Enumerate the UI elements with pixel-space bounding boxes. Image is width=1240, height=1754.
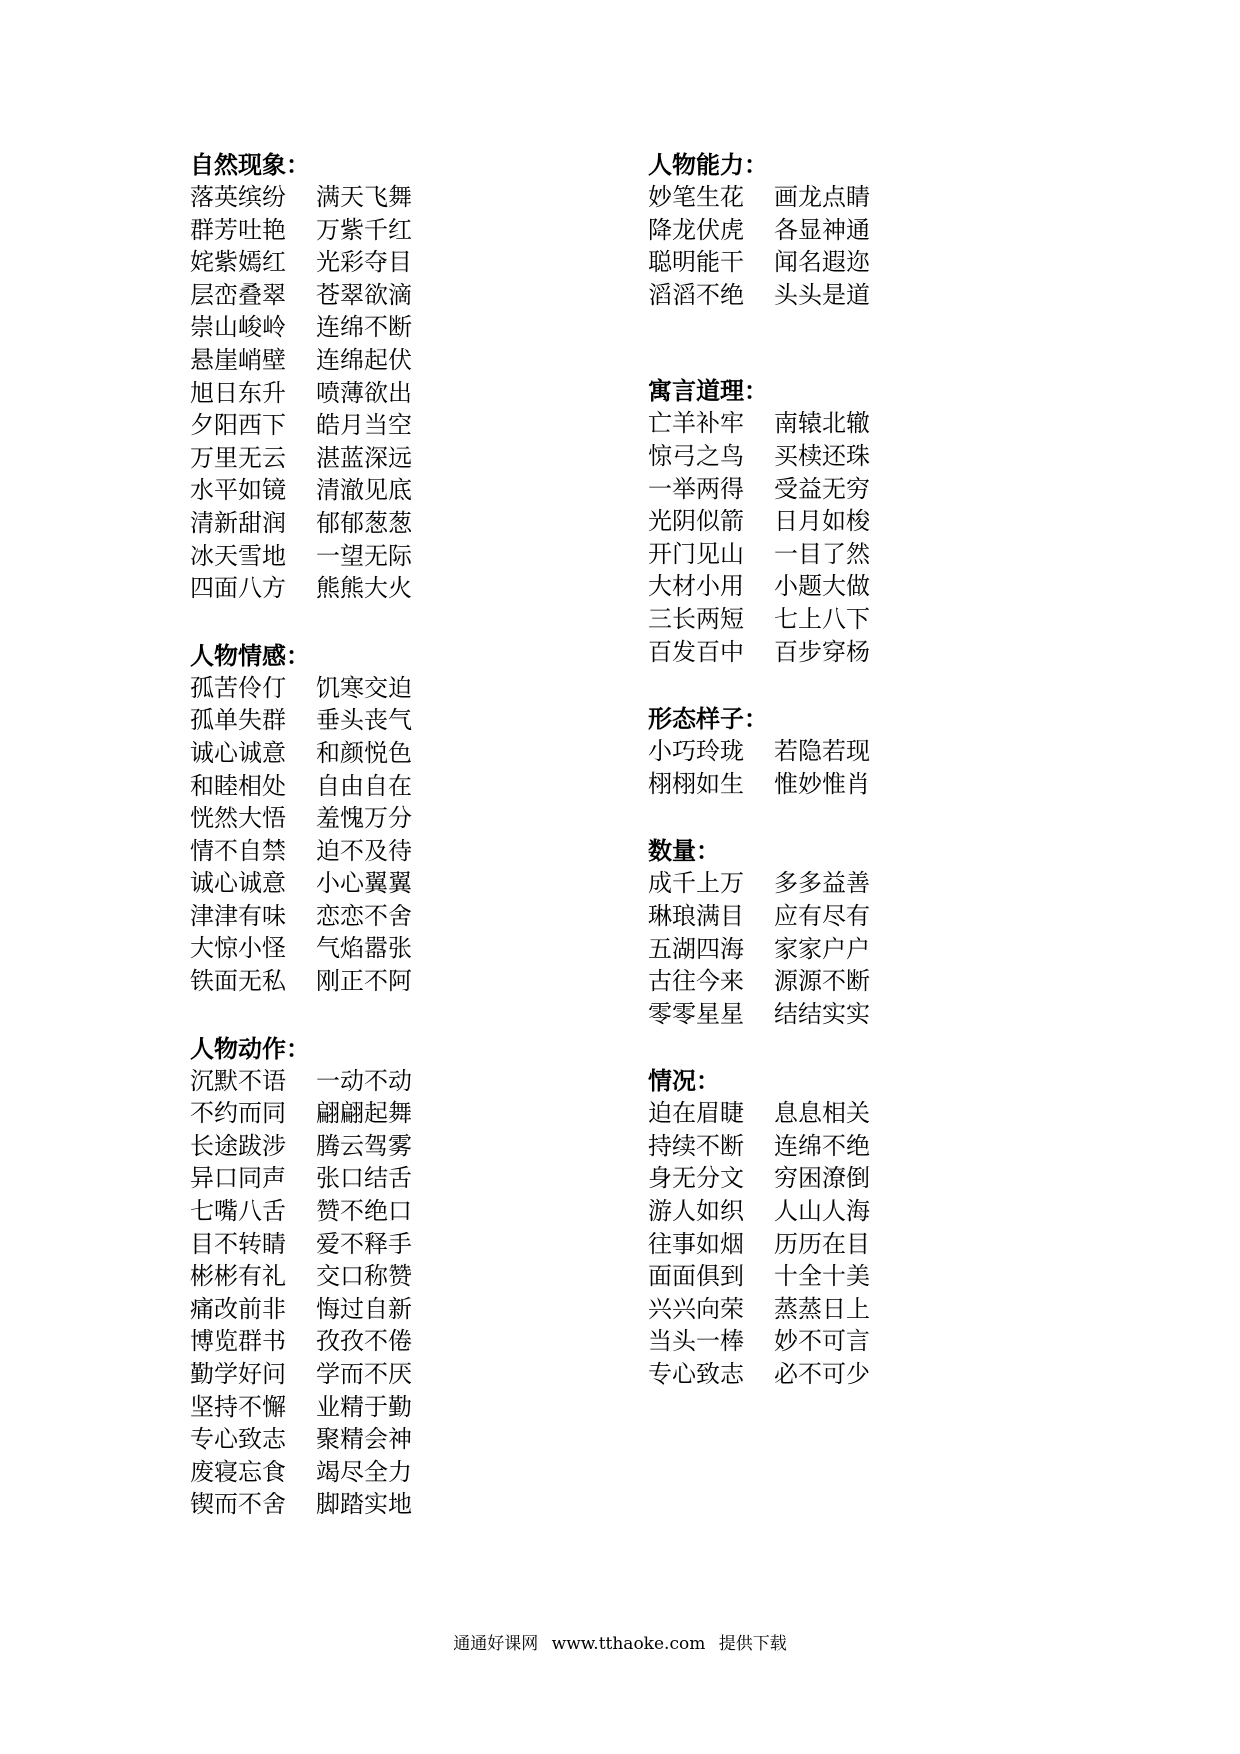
idiom-term: 开门见山 — [648, 539, 744, 568]
page-footer — [0, 1632, 1240, 1656]
idiom-term: 郁郁葱葱 — [316, 508, 412, 537]
idiom-term: 津津有味 — [190, 901, 286, 930]
idiom-row — [190, 1358, 412, 1391]
idiom-term: 连绵不绝 — [774, 1131, 870, 1160]
idiom-term: 清澈见底 — [316, 476, 412, 505]
idiom-term: 小巧玲珑 — [648, 737, 744, 766]
idiom-term: 赞不绝口 — [316, 1197, 412, 1226]
idiom-term: 七上八下 — [774, 604, 870, 633]
idiom-term: 若隐若现 — [774, 737, 870, 766]
idiom-row — [190, 900, 412, 933]
idiom-term: 多多益善 — [774, 869, 870, 898]
footer-site-name: 通通好课网 — [453, 1634, 539, 1654]
footer-suffix: 提供下载 — [718, 1634, 787, 1654]
idiom-term: 爱不释手 — [316, 1229, 412, 1258]
idiom-term: 锲而不舍 — [190, 1490, 286, 1519]
idiom-term: 连绵不断 — [316, 313, 412, 342]
idiom-row — [648, 246, 870, 279]
idiom-row — [190, 1162, 412, 1195]
idiom-term: 旭日东升 — [190, 378, 286, 407]
idiom-term: 蒸蒸日上 — [774, 1294, 870, 1323]
idiom-term: 刚正不阿 — [316, 967, 412, 996]
idiom-term: 十全十美 — [774, 1262, 870, 1291]
idiom-row — [190, 965, 412, 998]
idiom-row — [190, 540, 412, 573]
idiom-row — [190, 1260, 412, 1293]
idiom-term: 家家户户 — [774, 934, 870, 963]
idiom-row — [190, 279, 412, 312]
idiom-row — [648, 570, 870, 603]
idiom-term: 冰天雪地 — [190, 541, 286, 570]
idiom-term: 结结实实 — [774, 999, 870, 1028]
idiom-row — [648, 214, 870, 247]
idiom-term: 迫不及待 — [316, 836, 412, 865]
idiom-row — [190, 474, 412, 507]
idiom-row — [648, 1260, 870, 1293]
idiom-row — [190, 672, 412, 705]
idiom-term: 栩栩如生 — [648, 769, 744, 798]
idiom-term: 一目了然 — [774, 539, 870, 568]
idiom-term: 学而不厌 — [316, 1360, 412, 1388]
idiom-row — [190, 311, 412, 344]
idiom-row — [190, 1391, 412, 1424]
idiom-term: 勤学好问 — [190, 1360, 286, 1388]
idiom-row — [190, 1456, 412, 1489]
idiom-term: 湛蓝深远 — [316, 443, 412, 472]
idiom-term: 古往今来 — [648, 967, 744, 996]
idiom-term: 彬彬有礼 — [190, 1262, 286, 1291]
idiom-term: 自由自在 — [316, 771, 412, 800]
idiom-term: 专心致志 — [648, 1360, 744, 1389]
idiom-term: 情不自禁 — [190, 836, 286, 865]
idiom-row — [648, 768, 870, 801]
idiom-term: 夕阳西下 — [190, 411, 286, 440]
section-heading: 人物情感： — [190, 641, 310, 670]
idiom-term: 聪明能干 — [648, 248, 744, 277]
idiom-term: 诚心诚意 — [190, 738, 286, 767]
idiom-section — [648, 1065, 870, 1390]
idiom-term: 光彩夺目 — [316, 248, 412, 277]
idiom-term: 垂头丧气 — [316, 706, 412, 735]
idiom-term: 应有尽有 — [774, 901, 870, 930]
section-heading: 寓言道理： — [648, 377, 768, 406]
idiom-row — [648, 1097, 870, 1130]
idiom-row — [190, 409, 412, 442]
idiom-term: 万紫千红 — [316, 215, 412, 244]
idiom-term: 日月如梭 — [774, 507, 870, 536]
idiom-term: 南辕北辙 — [774, 409, 870, 438]
idiom-term: 水平如镜 — [190, 476, 286, 505]
idiom-row — [190, 802, 412, 835]
idiom-term: 妙笔生花 — [648, 183, 744, 211]
section-heading: 情况： — [648, 1067, 720, 1096]
footer-url: www.tthaoke.com — [551, 1634, 706, 1654]
idiom-section — [648, 703, 870, 800]
idiom-term: 坚持不懈 — [190, 1392, 286, 1421]
idiom-term: 清新甜润 — [190, 508, 286, 537]
idiom-term: 琳琅满目 — [648, 901, 744, 930]
idiom-term: 熊熊大火 — [316, 574, 412, 603]
idiom-row — [648, 1358, 870, 1391]
idiom-row — [190, 704, 412, 737]
idiom-term: 满天飞舞 — [316, 183, 412, 211]
idiom-term: 苍翠欲滴 — [316, 280, 412, 309]
idiom-row — [190, 1097, 412, 1130]
idiom-term: 业精于勤 — [316, 1392, 412, 1421]
idiom-term: 铁面无私 — [190, 967, 286, 996]
idiom-section — [648, 149, 870, 311]
idiom-row — [190, 246, 412, 279]
idiom-row — [190, 1130, 412, 1163]
section-heading: 人物能力： — [648, 151, 768, 179]
idiom-term: 恍然大悟 — [190, 804, 286, 833]
idiom-term: 悔过自新 — [316, 1294, 412, 1323]
idiom-term: 废寝忘食 — [190, 1457, 286, 1486]
idiom-row — [190, 181, 412, 214]
idiom-term: 和颜悦色 — [316, 738, 412, 767]
idiom-row — [190, 344, 412, 377]
idiom-row — [190, 1293, 412, 1326]
idiom-row — [190, 835, 412, 868]
idiom-term: 层峦叠翠 — [190, 280, 286, 309]
section-heading: 形态样子： — [648, 705, 768, 734]
idiom-row — [648, 407, 870, 440]
idiom-row — [190, 507, 412, 540]
idiom-term: 目不转睛 — [190, 1229, 286, 1258]
idiom-term: 一动不动 — [316, 1066, 412, 1095]
idiom-row — [190, 737, 412, 770]
idiom-term: 惊弓之鸟 — [648, 441, 744, 470]
idiom-term: 聚精会神 — [316, 1425, 412, 1454]
idiom-term: 往事如烟 — [648, 1229, 744, 1258]
idiom-term: 羞愧万分 — [316, 804, 412, 833]
idiom-row — [648, 473, 870, 506]
idiom-term: 张口结舌 — [316, 1164, 412, 1193]
idiom-term: 小心翼翼 — [316, 869, 412, 898]
idiom-row — [190, 932, 412, 965]
idiom-term: 必不可少 — [774, 1360, 870, 1389]
idiom-row — [648, 1162, 870, 1195]
idiom-row — [648, 538, 870, 571]
idiom-term: 百发百中 — [648, 637, 744, 666]
idiom-section — [190, 1033, 412, 1521]
idiom-term: 孜孜不倦 — [316, 1327, 412, 1356]
idiom-term: 妙不可言 — [774, 1327, 870, 1356]
idiom-row — [190, 214, 412, 247]
idiom-row — [190, 1488, 412, 1521]
idiom-term: 悬崖峭壁 — [190, 345, 286, 374]
idiom-term: 脚踏实地 — [316, 1490, 412, 1519]
idiom-term: 三长两短 — [648, 604, 744, 633]
idiom-term: 大材小用 — [648, 572, 744, 601]
section-heading: 数量： — [648, 837, 720, 866]
idiom-term: 受益无穷 — [774, 474, 870, 503]
idiom-term: 滔滔不绝 — [648, 280, 744, 309]
idiom-row — [648, 1228, 870, 1261]
idiom-term: 买椟还珠 — [774, 441, 870, 470]
idiom-row — [190, 1195, 412, 1228]
idiom-term: 小题大做 — [774, 572, 870, 601]
idiom-term: 画龙点睛 — [774, 183, 870, 211]
idiom-term: 兴兴向荣 — [648, 1294, 744, 1323]
idiom-row — [648, 735, 870, 768]
idiom-row — [190, 1325, 412, 1358]
idiom-row — [190, 377, 412, 410]
idiom-term: 诚心诚意 — [190, 869, 286, 898]
idiom-term: 连绵起伏 — [316, 345, 412, 374]
idiom-term: 一举两得 — [648, 474, 744, 503]
idiom-row — [648, 998, 870, 1031]
idiom-row — [648, 181, 870, 214]
idiom-row — [648, 1325, 870, 1358]
idiom-row — [648, 1293, 870, 1326]
idiom-term: 喷薄欲出 — [316, 378, 412, 407]
idiom-term: 一望无际 — [316, 541, 412, 570]
idiom-row — [190, 1423, 412, 1456]
idiom-term: 交口称赞 — [316, 1262, 412, 1291]
idiom-row — [648, 965, 870, 998]
idiom-term: 迫在眉睫 — [648, 1099, 744, 1128]
idiom-term: 沉默不语 — [190, 1066, 286, 1095]
idiom-term: 各显神通 — [774, 215, 870, 244]
idiom-term: 息息相关 — [774, 1099, 870, 1128]
idiom-row — [648, 933, 870, 966]
idiom-term: 成千上万 — [648, 869, 744, 898]
idiom-term: 人山人海 — [774, 1197, 870, 1226]
idiom-term: 群芳吐艳 — [190, 215, 286, 244]
section-heading: 人物动作： — [190, 1034, 310, 1063]
idiom-section — [190, 149, 412, 605]
idiom-term: 崇山峻岭 — [190, 313, 286, 342]
idiom-row — [648, 1195, 870, 1228]
idiom-term: 身无分文 — [648, 1164, 744, 1193]
idiom-term: 皓月当空 — [316, 411, 412, 440]
idiom-row — [190, 1065, 412, 1098]
idiom-section — [648, 375, 870, 668]
left-column — [190, 149, 412, 1556]
idiom-term: 恋恋不舍 — [316, 901, 412, 930]
idiom-row — [190, 867, 412, 900]
idiom-term: 异口同声 — [190, 1164, 286, 1193]
idiom-term: 亡羊补牢 — [648, 409, 744, 438]
idiom-term: 闻名遐迩 — [774, 248, 870, 277]
idiom-row — [190, 442, 412, 475]
idiom-term: 饥寒交迫 — [316, 673, 412, 702]
idiom-row — [648, 636, 870, 669]
idiom-term: 博览群书 — [190, 1327, 286, 1356]
idiom-term: 痛改前非 — [190, 1294, 286, 1323]
idiom-row — [648, 900, 870, 933]
idiom-term: 落英缤纷 — [190, 183, 286, 211]
idiom-term: 七嘴八舌 — [190, 1197, 286, 1226]
idiom-term: 大惊小怪 — [190, 934, 286, 963]
idiom-term: 专心致志 — [190, 1425, 286, 1454]
idiom-section — [190, 640, 412, 998]
idiom-term: 游人如织 — [648, 1197, 744, 1226]
idiom-term: 持续不断 — [648, 1131, 744, 1160]
idiom-term: 面面俱到 — [648, 1262, 744, 1291]
idiom-term: 源源不断 — [774, 967, 870, 996]
idiom-term: 长途跋涉 — [190, 1131, 286, 1160]
idiom-term: 万里无云 — [190, 443, 286, 472]
idiom-row — [648, 505, 870, 538]
idiom-row — [648, 867, 870, 900]
idiom-row — [648, 1130, 870, 1163]
idiom-term: 百步穿杨 — [774, 637, 870, 666]
idiom-row — [648, 440, 870, 473]
idiom-term: 不约而同 — [190, 1099, 286, 1128]
right-column — [648, 149, 870, 1426]
idiom-term: 气焰嚣张 — [316, 934, 412, 963]
idiom-term: 光阴似箭 — [648, 507, 744, 536]
idiom-term: 零零星星 — [648, 999, 744, 1028]
idiom-term: 头头是道 — [774, 280, 870, 309]
idiom-term: 历历在目 — [774, 1229, 870, 1258]
section-heading: 自然现象： — [190, 151, 310, 179]
idiom-term: 姹紫嫣红 — [190, 248, 286, 277]
idiom-row — [190, 572, 412, 605]
idiom-term: 四面八方 — [190, 574, 286, 603]
idiom-term: 腾云驾雾 — [316, 1131, 412, 1160]
idiom-row — [190, 1228, 412, 1261]
idiom-row — [648, 279, 870, 312]
idiom-row — [190, 770, 412, 803]
idiom-term: 和睦相处 — [190, 771, 286, 800]
idiom-term: 穷困潦倒 — [774, 1164, 870, 1193]
idiom-row — [648, 603, 870, 636]
idiom-term: 当头一棒 — [648, 1327, 744, 1356]
idiom-term: 孤苦伶仃 — [190, 673, 286, 702]
idiom-term: 降龙伏虎 — [648, 215, 744, 244]
idiom-term: 翩翩起舞 — [316, 1099, 412, 1128]
idiom-section — [648, 835, 870, 1030]
idiom-term: 孤单失群 — [190, 706, 286, 735]
idiom-term: 五湖四海 — [648, 934, 744, 963]
idiom-term: 竭尽全力 — [316, 1457, 412, 1486]
idiom-term: 惟妙惟肖 — [774, 769, 870, 798]
